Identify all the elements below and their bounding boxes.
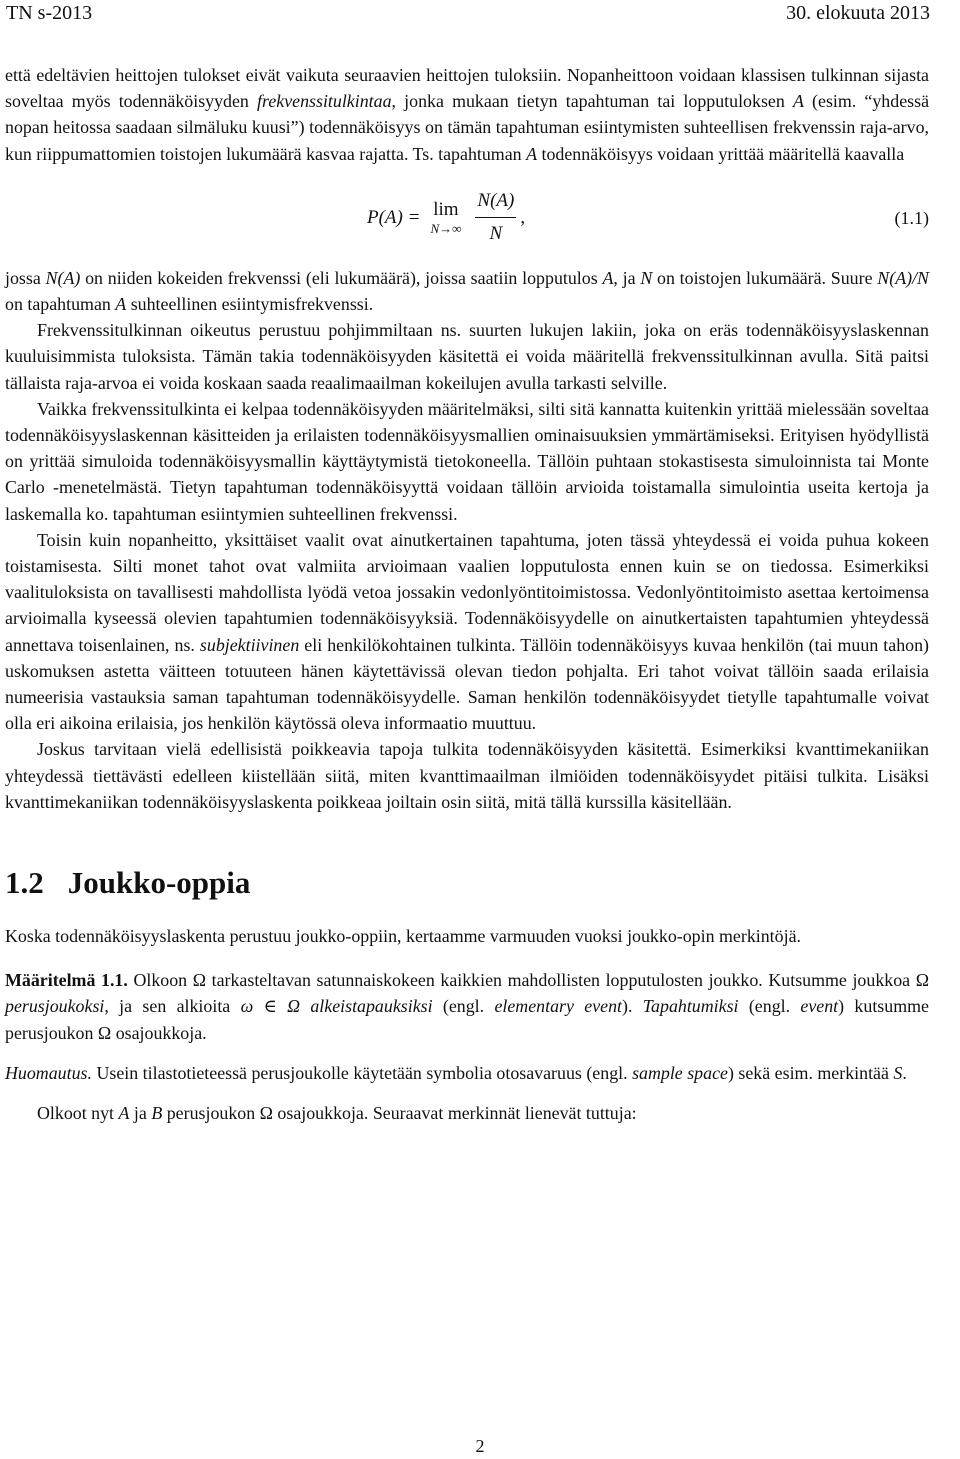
fraction-denominator: N (489, 223, 503, 245)
page-number: 2 (475, 1436, 485, 1456)
paragraph-simulation: Vaikka frekvenssitulkinta ei kelpaa todennäköisyyden määritelmäksi, silti sitä kannatta kuitenkin yrittää mielessään soveltaa todennäköisyyslaskennan käsitteiden ja erilaisten todennäköisyysmallien ominaisuuksien ymmärtämiseksi. Erityisen hyödyllistä on yrittää simuloida todennäköisyysmallin käyttäytymistä tietokoneella. Tällöin puhtaan stokastisesta simuloinnista tai Monte Carlo -menetelmästä. Tietyn tapahtuman todennäköisyyttä voidaan tällöin arvioida toistamalla simulointia useita kertoja ja laskemalla ko. tapahtuman esiintymien suhteellinen frekvenssi. (5, 398, 929, 524)
equation-1-1 (5, 179, 929, 257)
limit-subscript: N→∞ (430, 221, 462, 237)
paragraph-subjective: Toisin kuin nopanheitto, yksittäiset vaalit ovat ainutkertainen tapahtuma, joten tässä yhteydessä ei voida puhua kokeen toistamisesta. Silti monet tahot ovat valmiita arvioimaan vaalien lopputulosta ennen kuin se on tiedossa. Esimerkiksi vaalituloksista on tavallisesti mahdollista lyödä vetoa jossakin vedonlyöntitoimistossa. Vedonlyöntitoimisto asettaa kertoimensa arvioimalla kyseessä olevien tapahtumien todennäköisyyksiä. Todennäköisyydelle on ainutkertaisten tapahtumien yhteydessä annettava toisenlainen, ns. subjektiivinen eli henkilökohtainen tulkinta. Tällöin todennäköisyys kuvaa henkilön (tai muun tahon) uskomuksen astetta väitteen totuuteen hänen käytettävissä olevan tiedon pohjalta. Eri tahot voivat tällöin saada erilaisia numeerisia vastauksia saman tapahtuman todennäköisyydelle. Saman henkilön todennäköisyydet tietylle tapahtumalle voivat olla eri aikoina erilaisia, jos henkilön käytössä oleva informaatio muuttuu. (5, 529, 929, 734)
paragraph-quantum: Joskus tarvitaan vielä edellisistä poikkeavia tapoja tulkita todennäköisyyden käsitettä. Esimerkiksi kvanttimekaniikan yhteydessä tiettävästi edelleen kiistellään siitä, miten kvanttimaailman ilmiöiden todennäköisyydet pitäisi tulkita. Lisäksi kvanttimekaniikan todennäköisyyslaskenta poikkeaa joiltain osin siitä, mitä tällä kurssilla käsitellään. (5, 739, 929, 812)
paragraph-set-theory-intro: Koska todennäköisyyslaskenta perustuu joukko-oppiin, kertaamme varmuuden vuoksi joukko-opin merkintöjä. (5, 926, 801, 947)
section-title: Joukko-oppia (67, 865, 251, 901)
term-frekvenssitulkinta: frekvenssitulkintaa (257, 91, 392, 112)
limit-operator: lim N→∞ (430, 199, 462, 237)
running-header (6, 0, 930, 28)
paragraph-definitions: jossa N(A) on niiden kokeiden frekvenssi (eli lukumäärä), joissa saatiin lopputulos A, ja N on toistojen lukumäärä. Suure N(A)/N on tapahtuman A suhteellinen esiintymisfrekvenssi. (5, 267, 929, 315)
definition-1-1: Määritelmä 1.1. Olkoon Ω tarkasteltavan satunnaiskokeen kaikkien mahdollisten lopputulosten joukko. Kutsumme joukkoa Ω perusjoukoksi, ja sen alkioita ω ∈ Ω alkeistapauksiksi (engl. elementary event). Tapahtumiksi (engl. event) kutsumme perusjoukon Ω osajoukkoja. (5, 970, 929, 1043)
fraction (475, 188, 516, 247)
header-date: 30. elokuuta 2013 (786, 2, 930, 24)
equation-number: (1.1) (894, 207, 929, 228)
remark-label: Huomautus. (5, 1062, 92, 1083)
header-course: TN s-2013 (6, 2, 93, 24)
term-subjektiivinen: subjektiivinen (199, 634, 300, 655)
equation-lhs: P(A) = (367, 206, 421, 228)
paragraph-notation: Olkoot nyt A ja B perusjoukon Ω osajoukkoja. Seuraavat merkinnät lienevät tuttuja: (37, 1103, 637, 1124)
paragraph-law-of-large-numbers: Frekvenssitulkinnan oikeutus perustuu pohjimmiltaan ns. suurten lukujen lakiin, joka on eräs todennäköisyyslaskennan kuuluisimmista tuloksista. Tämän takia todennäköisyyden käsitettä ei voida määritellä frekvenssitulkinnan avulla. Sitä paitsi tällaista raja-arvoa ei voida koskaan saada reaalimaailman kokeilujen avulla tarkasti selville. (5, 320, 929, 393)
section-number: 1.2 (5, 865, 44, 901)
equation-expression (367, 188, 525, 247)
equation-comma: , (520, 206, 526, 228)
main-text (5, 62, 929, 1126)
fraction-numerator: N(A) (475, 188, 516, 218)
section-heading (5, 865, 929, 901)
paragraph-frequency-interpretation: että edeltävien heittojen tulokset eivät vaikuta seuraavien heittojen tuloksiin. Nopanheittoon voidaan klassisen tulkinnan sijasta soveltaa myös todennäköisyyden frekvenssitulkintaa, jonka mukaan tietyn tapahtuman tai lopputuloksen A (esim. “yhdessä nopan heitossa saadaan silmäluku kuusi”) todennäköisyys on tämän tapahtuman esiintymisten suhteellisen frekvenssin raja-arvo, kun riippumattomien toistojen lukumäärä kasvaa rajatta. Ts. tapahtuman A todennäköisyys voidaan yrittää määritellä kaavalla (5, 65, 930, 164)
definition-label: Määritelmä 1.1. (5, 970, 128, 991)
remark: Huomautus. Usein tilastotieteessä perusjoukolle käytetään symbolia otosavaruus (engl. sample space) sekä esim. merkintää S. (5, 1062, 907, 1083)
